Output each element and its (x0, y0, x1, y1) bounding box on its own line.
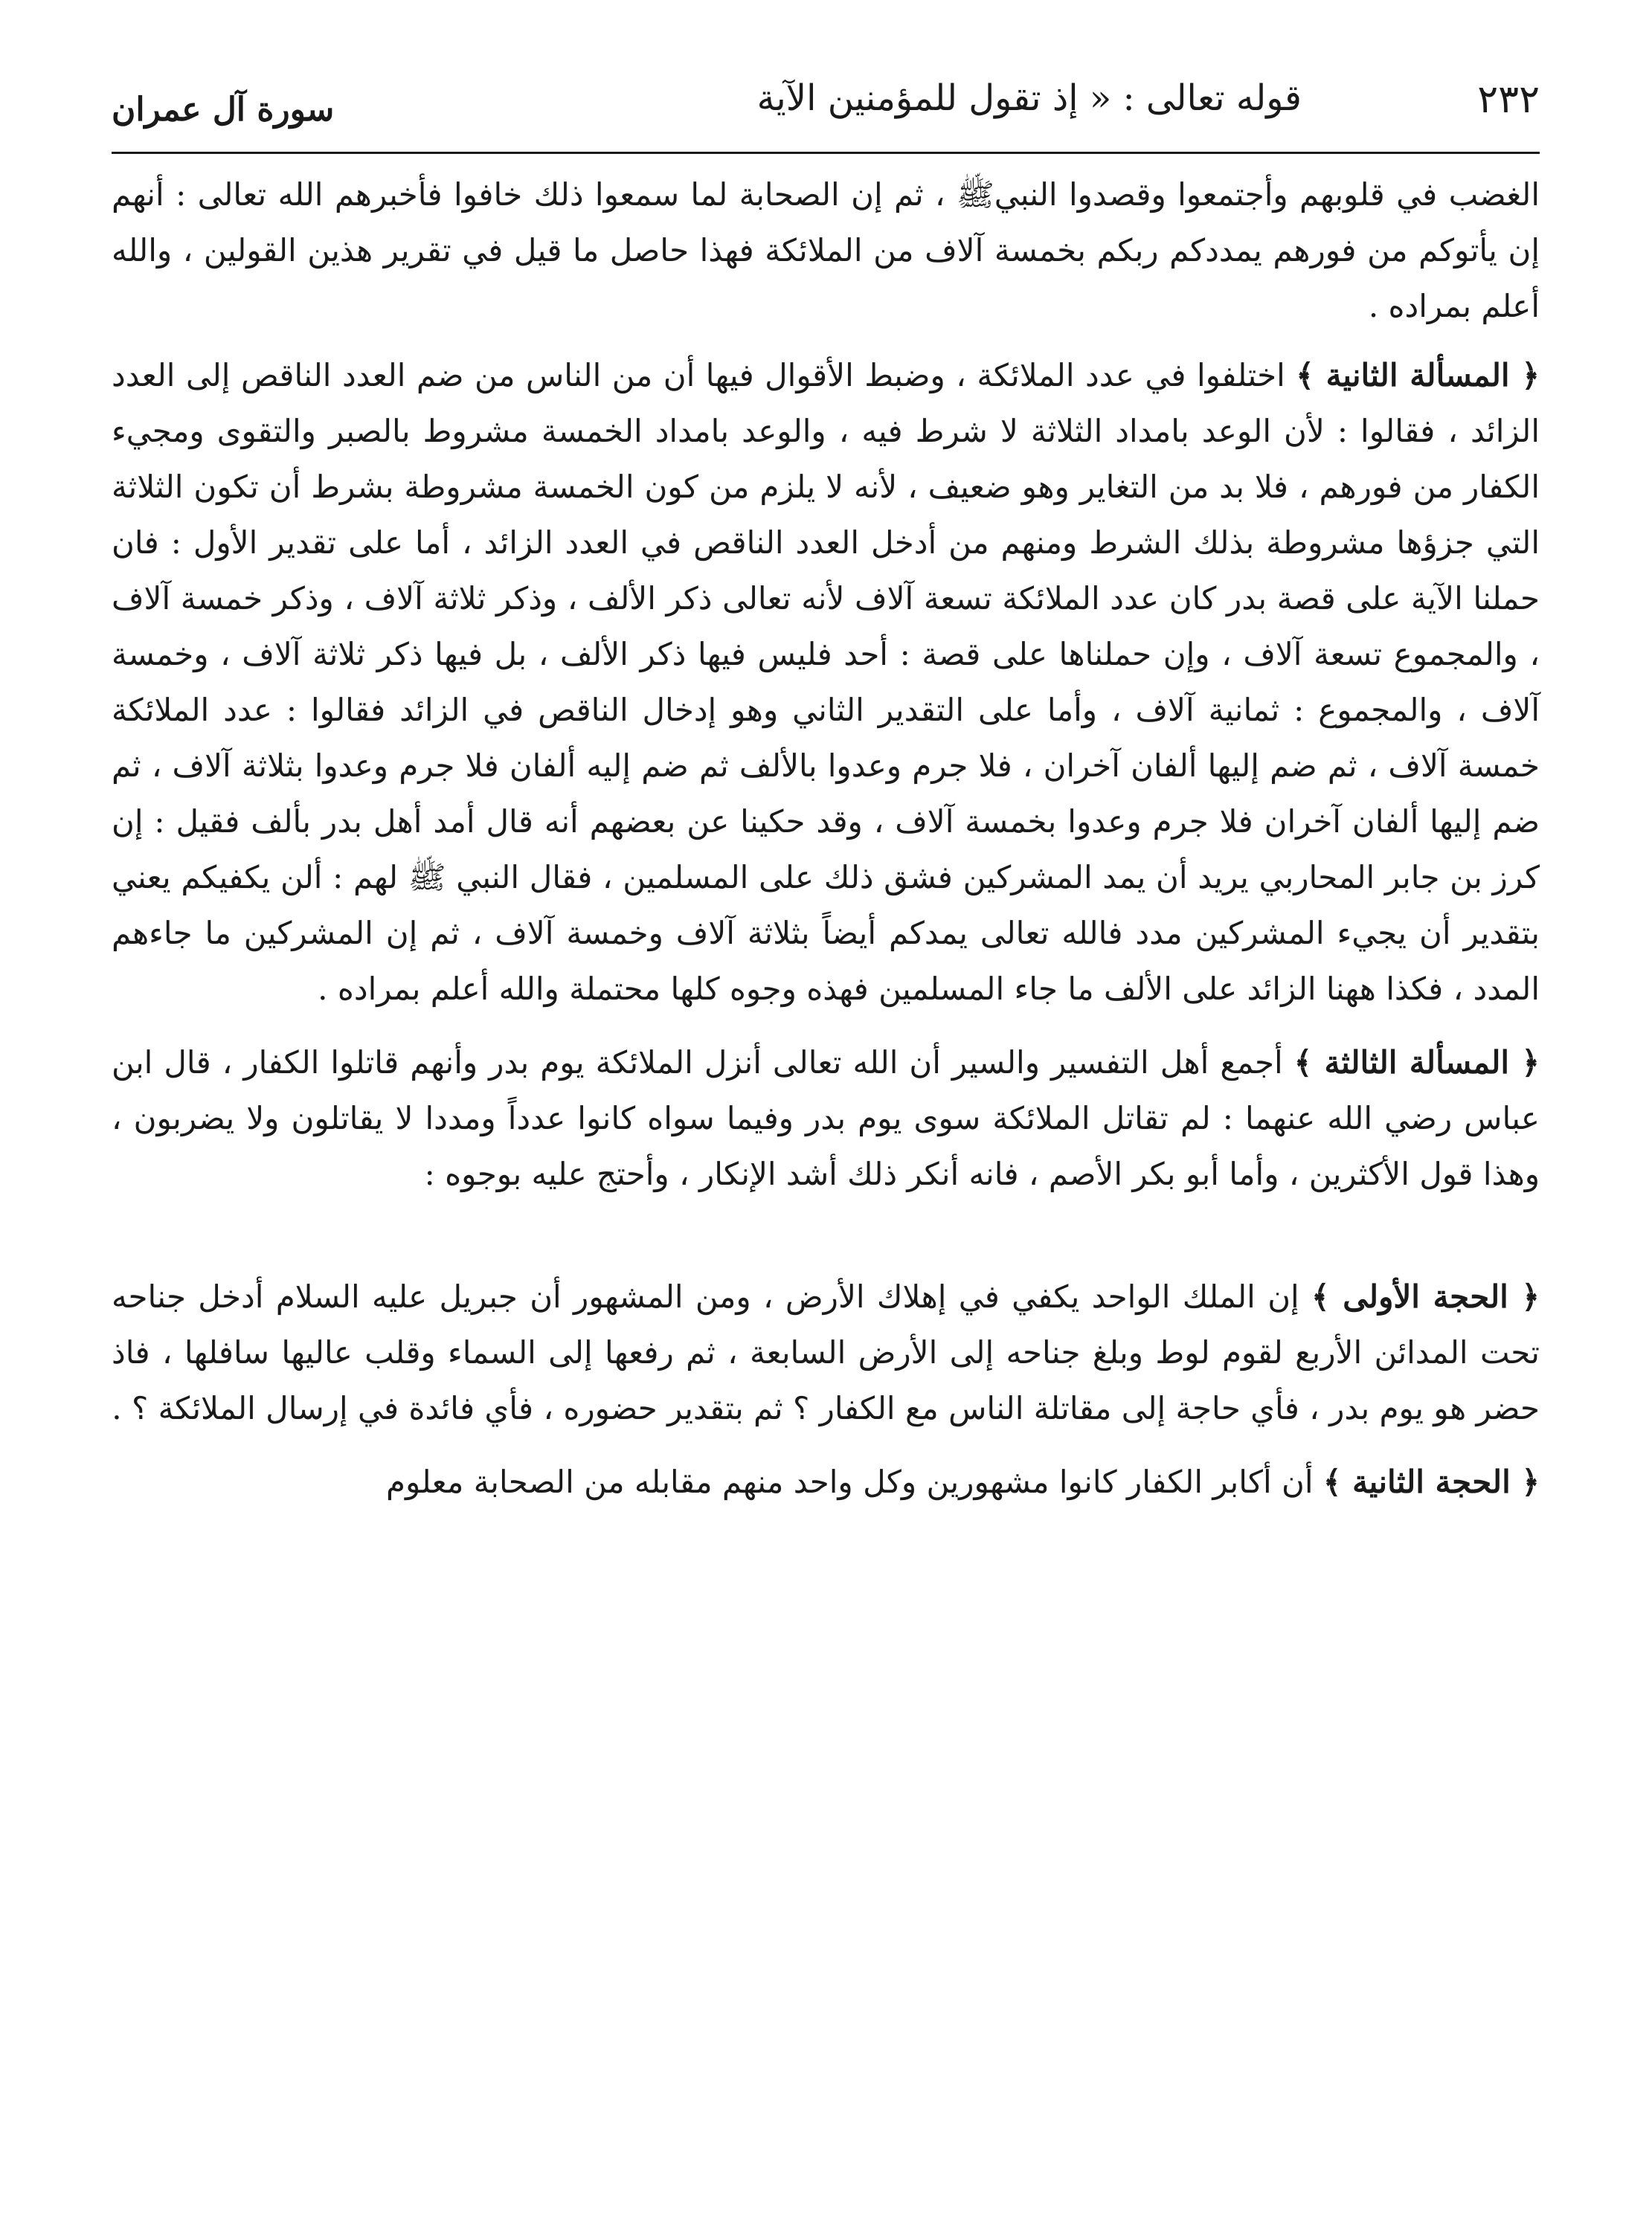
paragraph-text: الغضب في قلوبهم وأجتمعوا وقصدوا النبيﷺ ، ثم إن الصحابة لما سمعوا ذلك خافوا فأخبرهم الله تعالى : أنهم إن يأتوكم من فورهم يمددكم ربكم بخمسة آلاف من الملائكة فهذا حاصل ما قيل في تقرير هذين القولين ، والله أعلم بمراده . (112, 176, 1540, 324)
paragraph-lead: ﴿ المسألة الثانية ﴾ (1296, 357, 1540, 393)
page-number: ٢٣٢ (1477, 77, 1540, 122)
paragraph-lead: ﴿ الحجة الأولى ﴾ (1311, 1278, 1540, 1315)
paragraph-issue-three (112, 1035, 1540, 1202)
body-text (112, 167, 1540, 1510)
running-title: قوله تعالى : « إذ تقول للمؤمنين الآية (756, 77, 1302, 119)
paragraph-continuation (112, 167, 1540, 334)
paragraph-argument-one (112, 1269, 1540, 1436)
paragraph-text: إن الملك الواحد يكفي في إهلاك الأرض ، ومن المشهور أن جبريل عليه السلام أدخل جناحه تحت المدائن الأربع لقوم لوط وبلغ جناحه إلى الأرض السابعة ، ثم رفعها إلى السماء وقلب عاليها سافلها ، فاذ حضر هو يوم بدر ، فأي حاجة إلى مقاتلة الناس مع الكفار ؟ ثم بتقدير حضوره ، فأي فائدة في إرسال الملائكة ؟ . (112, 1278, 1540, 1426)
surah-name: سورة آل عمران (112, 91, 335, 129)
book-page (112, 74, 1540, 2157)
paragraph-text: أن أكابر الكفار كانوا مشهورين وكل واحد منهم مقابله من الصحابة معلوم (386, 1464, 1323, 1500)
paragraph-argument-two (112, 1454, 1540, 1510)
header-rule (112, 152, 1540, 154)
paragraph-lead: ﴿ الحجة الثانية ﴾ (1322, 1464, 1540, 1500)
page-header (112, 74, 1540, 158)
paragraph-text: اختلفوا في عدد الملائكة ، وضبط الأقوال فيها أن من الناس من ضم العدد الناقص إلى العدد الزائد ، فقالوا : لأن الوعد بامداد الثلاثة لا شرط فيه ، والوعد بامداد الخمسة مشروط بالصبر والتقوى ومجيء الكفار من فورهم ، فلا بد من التغاير وهو ضعيف ، لأنه لا يلزم من كون الخمسة مشروطة بشرط أن تكون الثلاثة التي جزؤها مشروطة بذلك الشرط ومنهم من أدخل العدد الناقص في العدد الزائد ، أما على تقدير الأول : فان حملنا الآية على قصة بدر كان عدد الملائكة تسعة آلاف لأنه تعالى ذكر الألف ، وذكر ثلاثة آلاف ، وذكر خمسة آلاف ، والمجموع تسعة آلاف ، وإن حملناها على قصة : أحد فليس فيها ذكر الألف ، بل فيها ذكر ثلاثة آلاف ، وخمسة آلاف ، والمجموع : ثمانية آلاف ، وأما على التقدير الثاني وهو إدخال الناقص في الزائد فقالوا : عدد الملائكة خمسة آلاف ، ثم ضم إليها ألفان آخران ، فلا جرم وعدوا بالألف ثم ضم إليه ألفان فلا جرم وعدوا بثلاثة آلاف ، ثم ضم إليها ألفان آخران فلا جرم وعدوا بخمسة آلاف ، وقد حكينا عن بعضهم أنه قال أمد أهل بدر بألف فقيل : إن كرز بن جابر المحاربي يريد أن يمد المشركين فشق ذلك على المسلمين ، فقال النبي ﷺ لهم : ألن يكفيكم يعني بتقدير أن يجيء المشركين مدد فالله تعالى يمدكم أيضاً بثلاثة آلاف وخمسة آلاف ، ثم إن المشركين ما جاءهم المدد ، فكذا ههنا الزائد على الألف ما جاء المسلمين فهذه وجوه كلها محتملة والله أعلم بمراده . (112, 357, 1540, 1007)
paragraph-issue-two (112, 347, 1540, 1017)
paragraph-text: أجمع أهل التفسير والسير أن الله تعالى أنزل الملائكة يوم بدر وأنهم قاتلوا الكفار ، قال ابن عباس رضي الله عنهما : لم تقاتل الملائكة سوى يوم بدر وفيما سواه كانوا عدداً ومددا لا يقاتلون ولا يضربون ، وهذا قول الأكثرين ، وأما أبو بكر الأصم ، فانه أنكر ذلك أشد الإنكار ، وأحتج عليه بوجوه : (112, 1044, 1540, 1192)
paragraph-lead: ﴿ المسألة الثالثة ﴾ (1293, 1044, 1540, 1081)
